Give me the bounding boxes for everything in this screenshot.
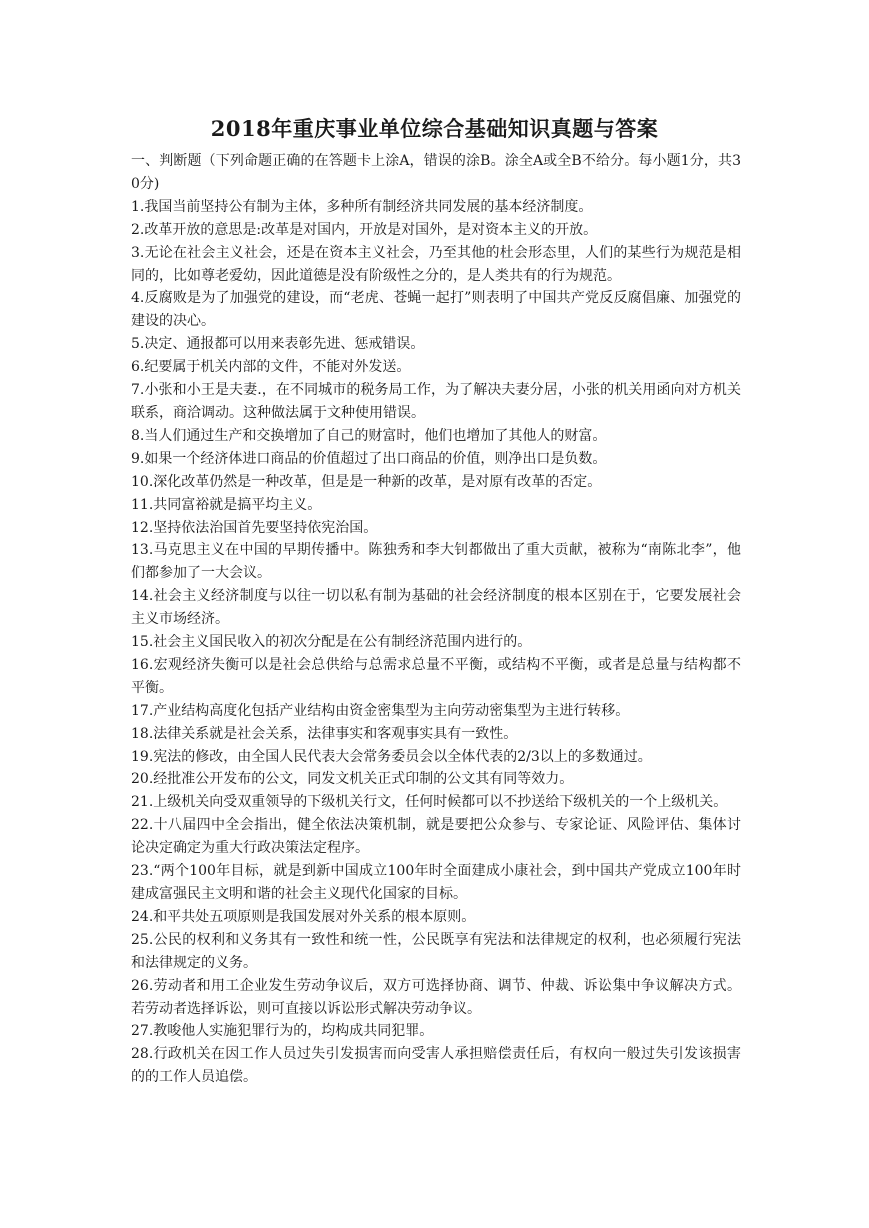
- question-item: 17.产业结构高度化包括产业结构由资金密集型为主向劳动密集型为主进行转移。: [131, 702, 630, 719]
- question-item: 27.教唆他人实施犯罪行为的，均构成共同犯罪。: [131, 1023, 434, 1040]
- question-item: 24.和平共处五项原则是我国发展对外关系的根本原则。: [131, 908, 476, 925]
- question-item: 6.纪要属于机关内部的文件，不能对外发送。: [131, 359, 411, 376]
- question-item: 7.小张和小王是夫妻.，在不同城市的税务局工作，为了解决夫妻分居，小张的机关用函向对方机关联系，商洽调动。这种做法属于文种使用错误。: [131, 382, 741, 421]
- question-item: 19.宪法的修改，由全国人民代表大会常务委员会以全体代表的2/3以上的多数通过。: [131, 748, 652, 765]
- question-item: 15.社会主义国民收入的初次分配是在公有制经济范围内进行的。: [131, 634, 532, 651]
- question-item: 1.我国当前坚持公有制为主体，多种所有制经济共同发展的基本经济制度。: [131, 198, 593, 215]
- question-item: 14.社会主义经济制度与以往一切以私有制为基础的社会经济制度的根本区别在于，它要发展社会主义市场经济。: [131, 588, 741, 628]
- question-item: 28.行政机关在因工作人员过失引发损害而向受害人承担赔偿责任后，有权向一般过失引发该损害的的工作人员追偿。: [131, 1046, 741, 1086]
- question-item: 9.如果一个经济体进口商品的价值超过了出口商品的价值，则净出口是负数。: [131, 450, 607, 467]
- question-item: 8.当人们通过生产和交换增加了自己的财富时，他们也增加了其他人的财富。: [131, 427, 607, 444]
- section-heading: 一、判断题（下列命题正确的在答题卡上涂A，错误的涂B。涂全A或全B不给分。每小题1分，共30分): [131, 153, 741, 192]
- question-item: 18.法律关系就是社会关系，法律事实和客观事实具有一致性。: [131, 725, 518, 742]
- question-item: 25.公民的权利和义务其有一致性和统一性，公民既享有宪法和法律规定的权利，也必须履行宪法和法律规定的义务。: [131, 931, 741, 971]
- question-item: 5.决定、通报都可以用来表彰先进、惩戒错误。: [131, 336, 425, 353]
- question-list: [131, 196, 741, 1089]
- question-item: 10.深化改革仍然是一种改革，但是是一种新的改革，是对原有改革的否定。: [131, 473, 602, 490]
- question-item: 2.改革开放的意思是:改革是对国内，开放是对国外，是对资本主义的开放。: [131, 221, 598, 238]
- question-item: 22.十八届四中全会指出，健全依法决策机制，就是要把公众参与、专家论证、风险评估、集体讨论决定确定为重大行政决策法定程序。: [131, 817, 741, 857]
- document-body: [131, 150, 741, 1089]
- question-item: 26.劳动者和用工企业发生劳动争议后，双方可选择协商、调节、仲裁、诉讼集中争议解决方式。若劳动者选择诉讼，则可直接以诉讼形式解决劳动争议。: [131, 977, 741, 1017]
- question-item: 16.宏观经济失衡可以是社会总供给与总需求总量不平衡，或结构不平衡，或者是总量与结构都不平衡。: [131, 656, 741, 696]
- question-item: 23.“两个100年目标，就是到新中国成立100年时全面建成小康社会，到中国共产党成立100年时建成富强民主文明和谐的社会主义现代化国家的目标。: [131, 863, 741, 902]
- document-title: 2018年重庆事业单位综合基础知识真题与答案: [210, 116, 659, 141]
- question-item: 12.坚持依法治国首先要坚持依宪治国。: [131, 519, 378, 536]
- question-item: 4.反腐败是为了加强党的建设，而“老虎、苍蝇一起打”则表明了中国共产党反反腐倡廉、加强党的建设的决心。: [131, 290, 741, 330]
- question-item: 11.共同富裕就是搞平均主义。: [131, 496, 322, 513]
- question-item: 20.经批准公开发布的公文，同发文机关正式印制的公文其有同等效力。: [131, 771, 574, 788]
- question-item: 13.马克思主义在中国的早期传播中。陈独秀和李大钊都做出了重大贡献，被称为“南陈北李”，他们都参加了一大会议。: [131, 542, 741, 582]
- question-item: 21.上级机关向受双重领导的下级机关行文，任何时候都可以不抄送给下级机关的一个上级机关。: [131, 794, 728, 811]
- question-item: 3.无论在社会主义社会，还是在资本主义社会，乃至其他的杜会形态里，人们的某些行为规范是相同的，比如尊老爱幼，因此道德是没有阶级性之分的，是人类共有的行为规范。: [131, 244, 741, 284]
